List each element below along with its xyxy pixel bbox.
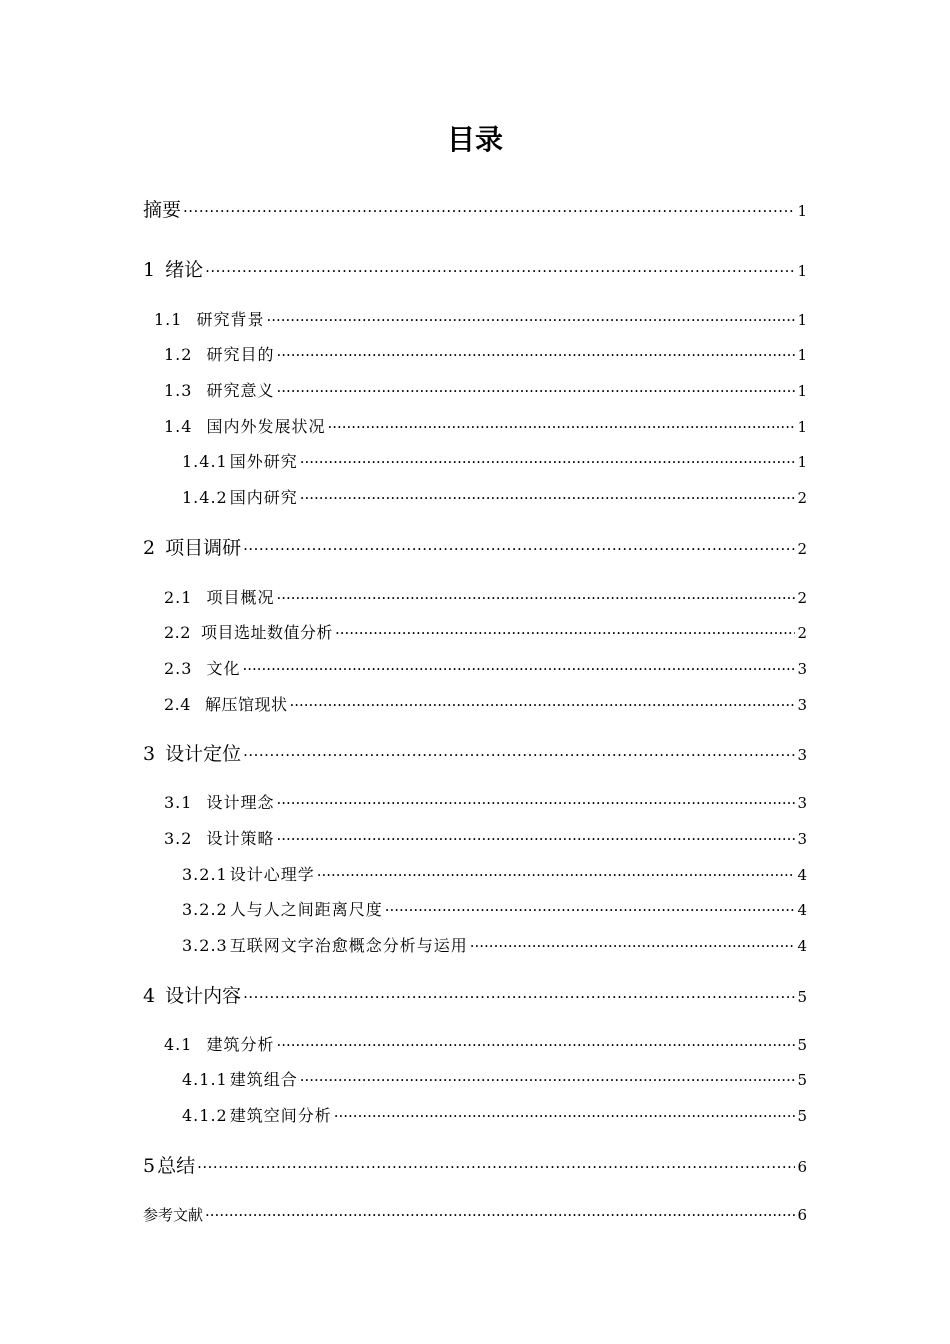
dot-leader (289, 694, 795, 716)
entry-number: 1.4 (164, 417, 193, 436)
dot-leader (317, 864, 796, 886)
dot-leader (183, 198, 795, 224)
page-number: 1 (797, 382, 807, 400)
toc-entry-3-2-1[interactable] (182, 864, 807, 886)
dot-leader (242, 658, 795, 680)
page-number: 3 (797, 746, 807, 764)
page-number: 1 (797, 262, 807, 280)
toc-entry-1-3[interactable] (164, 380, 807, 402)
toc-entry-4-1[interactable] (164, 1034, 807, 1056)
dot-leader (300, 1069, 796, 1091)
page-number: 3 (797, 660, 807, 678)
dot-leader (266, 309, 795, 331)
toc-entry-1-4-2[interactable] (182, 487, 807, 509)
entry-text: 绪论 (165, 259, 204, 281)
page-number: 4 (797, 866, 807, 884)
entry-number: 4.1.1 (182, 1070, 228, 1089)
toc-entry-4-1-1[interactable] (182, 1069, 807, 1091)
entry-number: 3.1 (164, 793, 193, 812)
dot-leader (327, 416, 795, 438)
entry-text: 文化 (206, 659, 241, 678)
entry-number: 1.4.1 (182, 452, 228, 471)
entry-text: 摘要 (143, 199, 182, 221)
page-number: 1 (797, 418, 807, 436)
dot-leader (385, 899, 796, 921)
entry-text: 设计定位 (165, 743, 242, 765)
page-number: 5 (797, 1107, 807, 1125)
toc-entry-2-3[interactable] (164, 658, 807, 680)
toc-entry-chapter-5[interactable] (143, 1153, 807, 1180)
dot-leader (300, 487, 796, 509)
page-number: 1 (797, 453, 807, 471)
page-number: 2 (797, 489, 807, 507)
dot-leader (334, 1105, 796, 1127)
dot-leader (276, 792, 795, 814)
toc-entry-3-1[interactable] (164, 792, 807, 814)
entry-text: 解压馆现状 (204, 695, 288, 714)
page-number: 1 (797, 202, 807, 220)
entry-text: 项目概况 (206, 588, 275, 607)
page-number: 1 (797, 346, 807, 364)
entry-number: 2.3 (164, 659, 193, 678)
dot-leader (276, 828, 795, 850)
page-number: 4 (797, 901, 807, 919)
dot-leader (335, 622, 795, 644)
entry-number: 1 (143, 259, 156, 281)
entry-text: 国内外发展状况 (206, 417, 326, 436)
dot-leader (243, 742, 795, 768)
dot-leader (276, 380, 795, 402)
toc-entry-chapter-3[interactable] (143, 741, 807, 768)
toc-entry-1-1[interactable] (154, 309, 807, 331)
page-number: 6 (797, 1206, 807, 1224)
toc-entry-4-1-2[interactable] (182, 1105, 807, 1127)
entry-number: 3.2.2 (182, 900, 228, 919)
toc-title: 目录 (446, 123, 503, 156)
entry-number: 4.1 (164, 1035, 193, 1054)
entry-number: 1.2 (164, 345, 193, 364)
toc-entry-3-2-3[interactable] (182, 935, 807, 957)
page-number: 6 (797, 1158, 807, 1176)
entry-number: 1.1 (154, 310, 183, 329)
entry-text: 人与人之间距离尺度 (229, 900, 383, 919)
dot-leader (243, 984, 795, 1010)
page-number: 3 (797, 696, 807, 714)
toc-entry-2-2[interactable] (164, 622, 807, 644)
dot-leader (470, 935, 796, 957)
entry-number: 1.3 (164, 381, 193, 400)
page-number: 1 (797, 311, 807, 329)
entry-number: 5 (143, 1155, 156, 1177)
entry-number: 4.1.2 (182, 1106, 228, 1125)
entry-number: 3.2.1 (182, 865, 228, 884)
toc-entry-chapter-1[interactable] (143, 257, 807, 284)
entry-number: 3 (143, 743, 156, 765)
entry-text: 设计策略 (206, 829, 275, 848)
toc-entry-1-4-1[interactable] (182, 451, 807, 473)
entry-text: 设计心理学 (229, 865, 315, 884)
dot-leader (276, 1034, 795, 1056)
toc-entry-3-2[interactable] (164, 828, 807, 850)
entry-text: 建筑分析 (206, 1035, 275, 1054)
dot-leader (197, 1154, 795, 1180)
page-number: 5 (797, 1036, 807, 1054)
entry-number: 3.2.3 (182, 936, 228, 955)
toc-entry-2-4[interactable] (164, 694, 807, 716)
entry-text: 总结 (157, 1155, 196, 1177)
page-number: 4 (797, 937, 807, 955)
entry-number: 1.4.2 (182, 488, 228, 507)
page-number: 2 (797, 624, 807, 642)
dot-leader (243, 536, 795, 562)
entry-text: 项目选址数值分析 (200, 623, 333, 642)
dot-leader (205, 1205, 795, 1225)
toc-entry-chapter-2[interactable] (143, 535, 807, 562)
entry-number: 2.2 (164, 623, 191, 642)
dot-leader (300, 451, 796, 473)
entry-text: 参考文献 (143, 1206, 204, 1224)
entry-number: 3.2 (164, 829, 193, 848)
page-number: 5 (797, 988, 807, 1006)
page-number: 3 (797, 794, 807, 812)
page-number: 2 (797, 540, 807, 558)
entry-text: 国外研究 (229, 452, 298, 471)
entry-number: 2.4 (164, 695, 191, 714)
toc-entry-1-4[interactable] (164, 416, 807, 438)
toc-entry-chapter-4[interactable] (143, 983, 807, 1010)
toc-entry-abstract[interactable] (143, 197, 807, 224)
page-number: 3 (797, 830, 807, 848)
entry-number: 2.1 (164, 588, 193, 607)
entry-number: 2 (143, 537, 156, 559)
entry-text: 设计理念 (206, 793, 275, 812)
entry-number: 4 (143, 985, 156, 1007)
toc-entry-2-1[interactable] (164, 587, 807, 609)
page-number: 2 (797, 589, 807, 607)
entry-text: 建筑组合 (229, 1070, 298, 1089)
entry-text: 国内研究 (229, 488, 298, 507)
entry-text: 设计内容 (165, 985, 242, 1007)
entry-text: 研究意义 (206, 381, 275, 400)
toc-entry-3-2-2[interactable] (182, 899, 807, 921)
toc-entry-1-2[interactable] (164, 344, 807, 366)
page-number: 5 (797, 1071, 807, 1089)
entry-text: 研究目的 (206, 345, 275, 364)
entry-text: 互联网文字治愈概念分析与运用 (229, 936, 468, 955)
toc-entry-references[interactable] (143, 1205, 807, 1225)
entry-text: 建筑空间分析 (229, 1106, 332, 1125)
dot-leader (276, 344, 795, 366)
entry-text: 项目调研 (165, 537, 242, 559)
dot-leader (276, 587, 795, 609)
dot-leader (205, 258, 795, 284)
entry-text: 研究背景 (196, 310, 265, 329)
